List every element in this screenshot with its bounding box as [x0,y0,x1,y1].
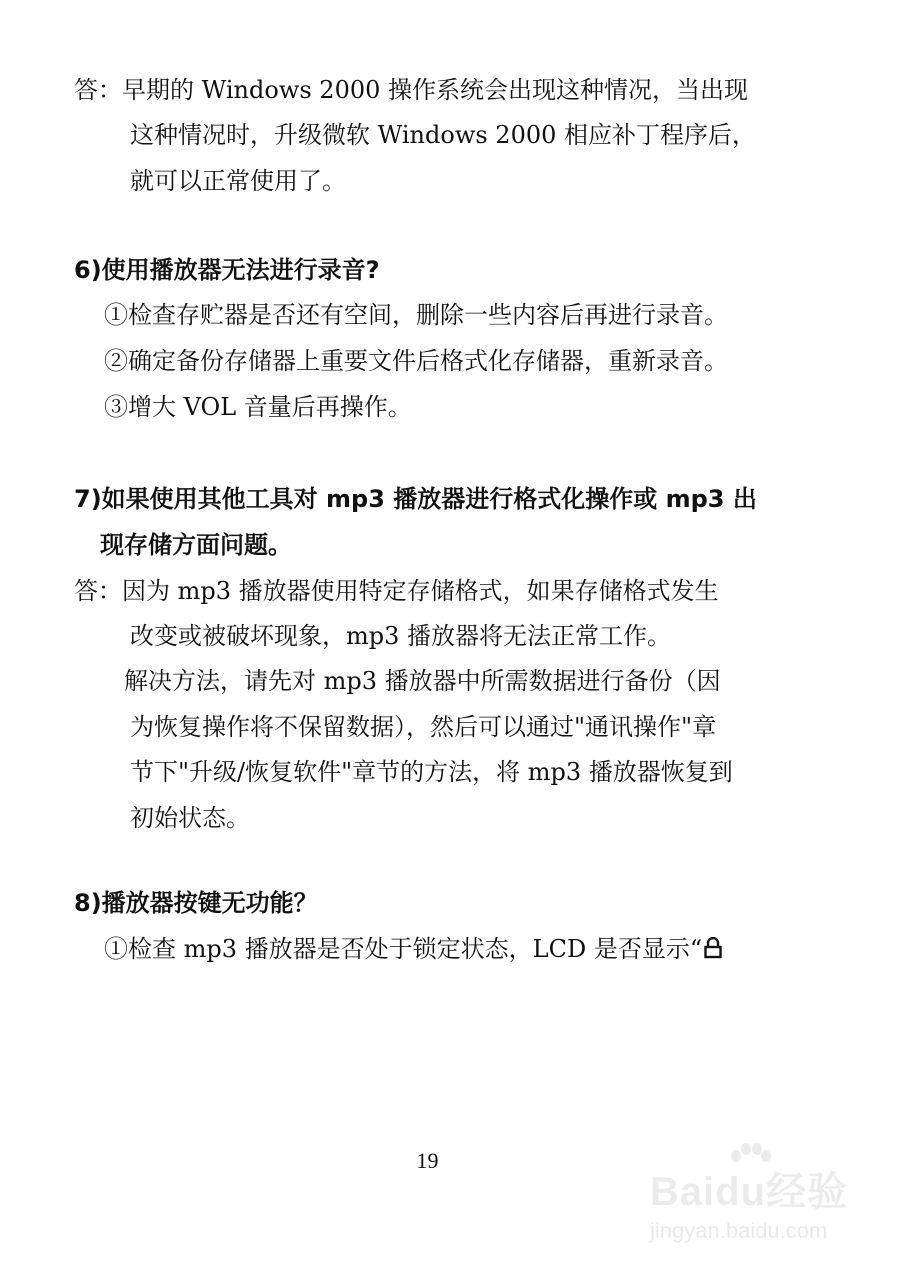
watermark-url: jingyan.baidu.com [650,1218,828,1243]
question-6-heading: 6)使用播放器无法进行录音? [74,256,380,284]
question-8-heading: 8)播放器按键无功能？ [74,889,318,917]
question-6-item-3: ③增大 VOL 音量后再操作。 [104,393,412,421]
answer-7-line-1: 答：因为 mp3 播放器使用特定存储格式，如果存储格式发生 [74,577,719,605]
answer-7-line-4: 为恢复操作将不保留数据），然后可以通过"通讯操作"章 [130,713,717,741]
answer-5-line-3: 就可以正常使用了。 [130,167,346,195]
answer-5-line-1: 答：早期的 Windows 2000 操作系统会出现这种情况，当出现 [74,76,749,104]
answer-5-line-2: 这种情况时，升级微软 Windows 2000 相应补丁程序后， [130,121,757,149]
page-number: 19 [416,1148,439,1173]
question-8-item-1-text: ①检查 mp3 播放器是否处于锁定状态，LCD 是否显示“ [104,935,703,963]
answer-7-line-6: 初始状态。 [130,804,250,832]
answer-7-line-3: 解决方法，请先对 mp3 播放器中所需数据进行备份（因 [124,667,721,695]
watermark-logo: Baidu经验 [650,1170,849,1214]
answer-7-line-5: 节下"升级/恢复软件"章节的方法，将 mp3 播放器恢复到 [130,758,733,786]
lock-icon [704,936,722,966]
question-8-item-1 [104,934,722,966]
question-6-item-2: ②确定备份存储器上重要文件后格式化存储器，重新录音。 [104,347,728,375]
baidu-watermark [640,1140,900,1270]
question-6-item-1: ①检查存贮器是否还有空间，删除一些内容后再进行录音。 [104,301,728,329]
question-7-heading-line-2: 现存储方面问题。 [100,531,292,559]
question-7-heading-line-1: 7)如果使用其他工具对 mp3 播放器进行格式化操作或 mp3 出 [74,485,757,513]
answer-7-line-2: 改变或被破坏现象，mp3 播放器将无法正常工作。 [130,622,672,650]
